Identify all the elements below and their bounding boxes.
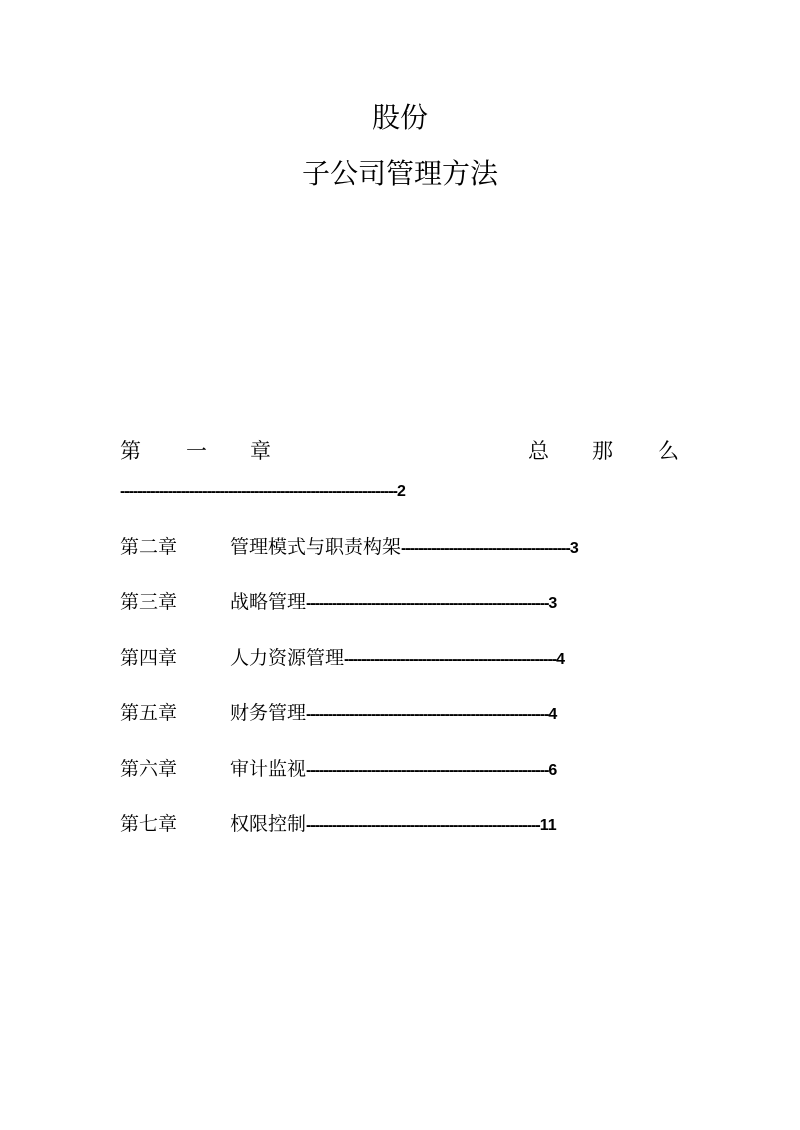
toc-chapter-title: 人力资源管理 (230, 647, 345, 669)
toc-leader: ---------------------------------------------------------------- (120, 483, 397, 500)
toc-chapter-title: 战略管理 (230, 591, 307, 613)
toc-chapter-number: 第六章 (120, 758, 178, 780)
toc-entry-1-char: 章 (250, 439, 271, 463)
toc-page-number: 3 (569, 540, 579, 557)
toc-leader: -------------------------------------------------------- (306, 762, 549, 779)
toc-page-number: 2 (397, 483, 406, 500)
toc-chapter-title: 审计监视 (230, 758, 307, 780)
toc-entry-1-char: 么 (658, 439, 679, 463)
toc-leader: ------------------------------------------------------ (306, 817, 540, 834)
toc-leader: -------------------------------------------------------- (306, 706, 549, 723)
toc-entry-1-leader-line[interactable] (120, 479, 406, 503)
toc-entry-1-heading[interactable] (120, 437, 680, 465)
toc-chapter-number: 第二章 (120, 536, 178, 558)
toc-entry-4[interactable] (120, 645, 565, 671)
document-title: 股份 (371, 101, 428, 134)
toc-page-number: 4 (556, 651, 565, 668)
toc-entry-1-char: 第 (120, 439, 141, 463)
toc-chapter-number: 第三章 (120, 591, 178, 613)
toc-entry-1-char: 一 (186, 439, 207, 463)
toc-entry-1-char: 总 (528, 439, 549, 463)
toc-leader: ------------------------------------------------- (344, 651, 557, 668)
toc-entry-7[interactable] (120, 811, 557, 837)
toc-entry-3[interactable] (120, 589, 557, 615)
toc-page-number: 3 (548, 595, 558, 612)
toc-chapter-number: 第四章 (120, 647, 178, 669)
toc-leader: --------------------------------------- (401, 540, 570, 557)
toc-entry-6[interactable] (120, 756, 557, 782)
toc-leader: -------------------------------------------------------- (306, 595, 549, 612)
toc-chapter-title: 财务管理 (230, 702, 307, 724)
toc-page-number: 4 (548, 706, 558, 723)
toc-page-number: 11 (539, 817, 557, 834)
toc-entry-5[interactable] (120, 700, 557, 726)
toc-entry-2[interactable] (120, 534, 579, 560)
toc-chapter-number: 第七章 (120, 813, 178, 835)
toc-page-number: 6 (548, 762, 558, 779)
document-subtitle: 子公司管理方法 (301, 157, 498, 190)
toc-chapter-title: 管理模式与职责构架 (230, 536, 402, 558)
toc-chapter-number: 第五章 (120, 702, 178, 724)
toc-entry-1-char: 那 (592, 439, 613, 463)
toc-chapter-title: 权限控制 (230, 813, 307, 835)
